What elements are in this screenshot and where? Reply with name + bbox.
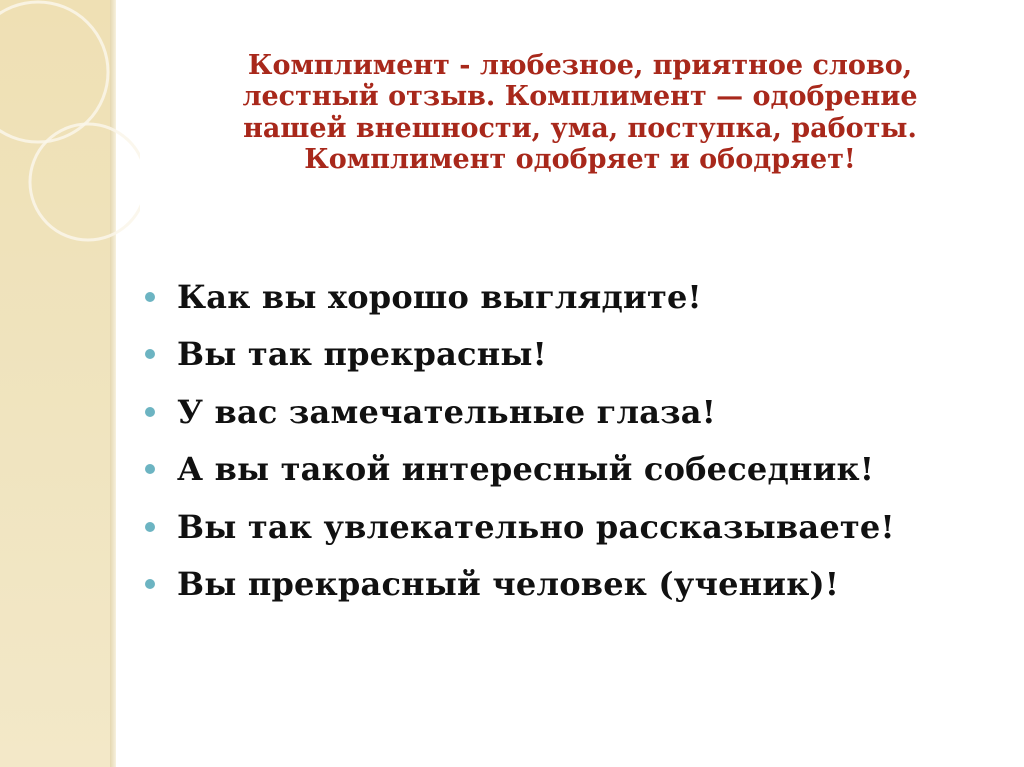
heading-line: Комплимент - любезное, приятное слово,: [247, 50, 913, 81]
list-item-text: Вы так прекрасны!: [177, 335, 547, 374]
list-item-text: У вас замечательные глаза!: [177, 392, 716, 431]
list-item: [145, 556, 895, 614]
list-item-text: Вы прекрасный человек (ученик)!: [177, 565, 840, 604]
list-item: [145, 268, 895, 326]
list-item: [145, 326, 895, 384]
bullet-dot-icon: [145, 349, 155, 359]
list-item-text: Вы так увлекательно рассказываете!: [177, 507, 895, 546]
list-item-text: Как вы хорошо выглядите!: [177, 277, 702, 316]
heading-line: нашей внешности, ума, поступка, работы.: [243, 112, 917, 144]
definition-heading: [160, 50, 1000, 175]
heading-line: лестный отзыв. Комплимент — одобрение: [242, 81, 918, 113]
decorative-circles-icon: [0, 0, 140, 260]
compliment-list: [145, 268, 895, 613]
bullet-dot-icon: [145, 407, 155, 417]
small-decorative-circle: [30, 124, 140, 240]
list-item: [145, 441, 895, 499]
bullet-dot-icon: [145, 292, 155, 302]
heading-line: Комплимент одобряет и ободряет!: [304, 143, 856, 175]
bullet-dot-icon: [145, 579, 155, 589]
bullet-dot-icon: [145, 522, 155, 532]
bullet-dot-icon: [145, 464, 155, 474]
list-item: [145, 383, 895, 441]
list-item: [145, 498, 895, 556]
list-item-text: А вы такой интересный собеседник!: [177, 450, 875, 489]
large-decorative-circle: [0, 2, 108, 142]
